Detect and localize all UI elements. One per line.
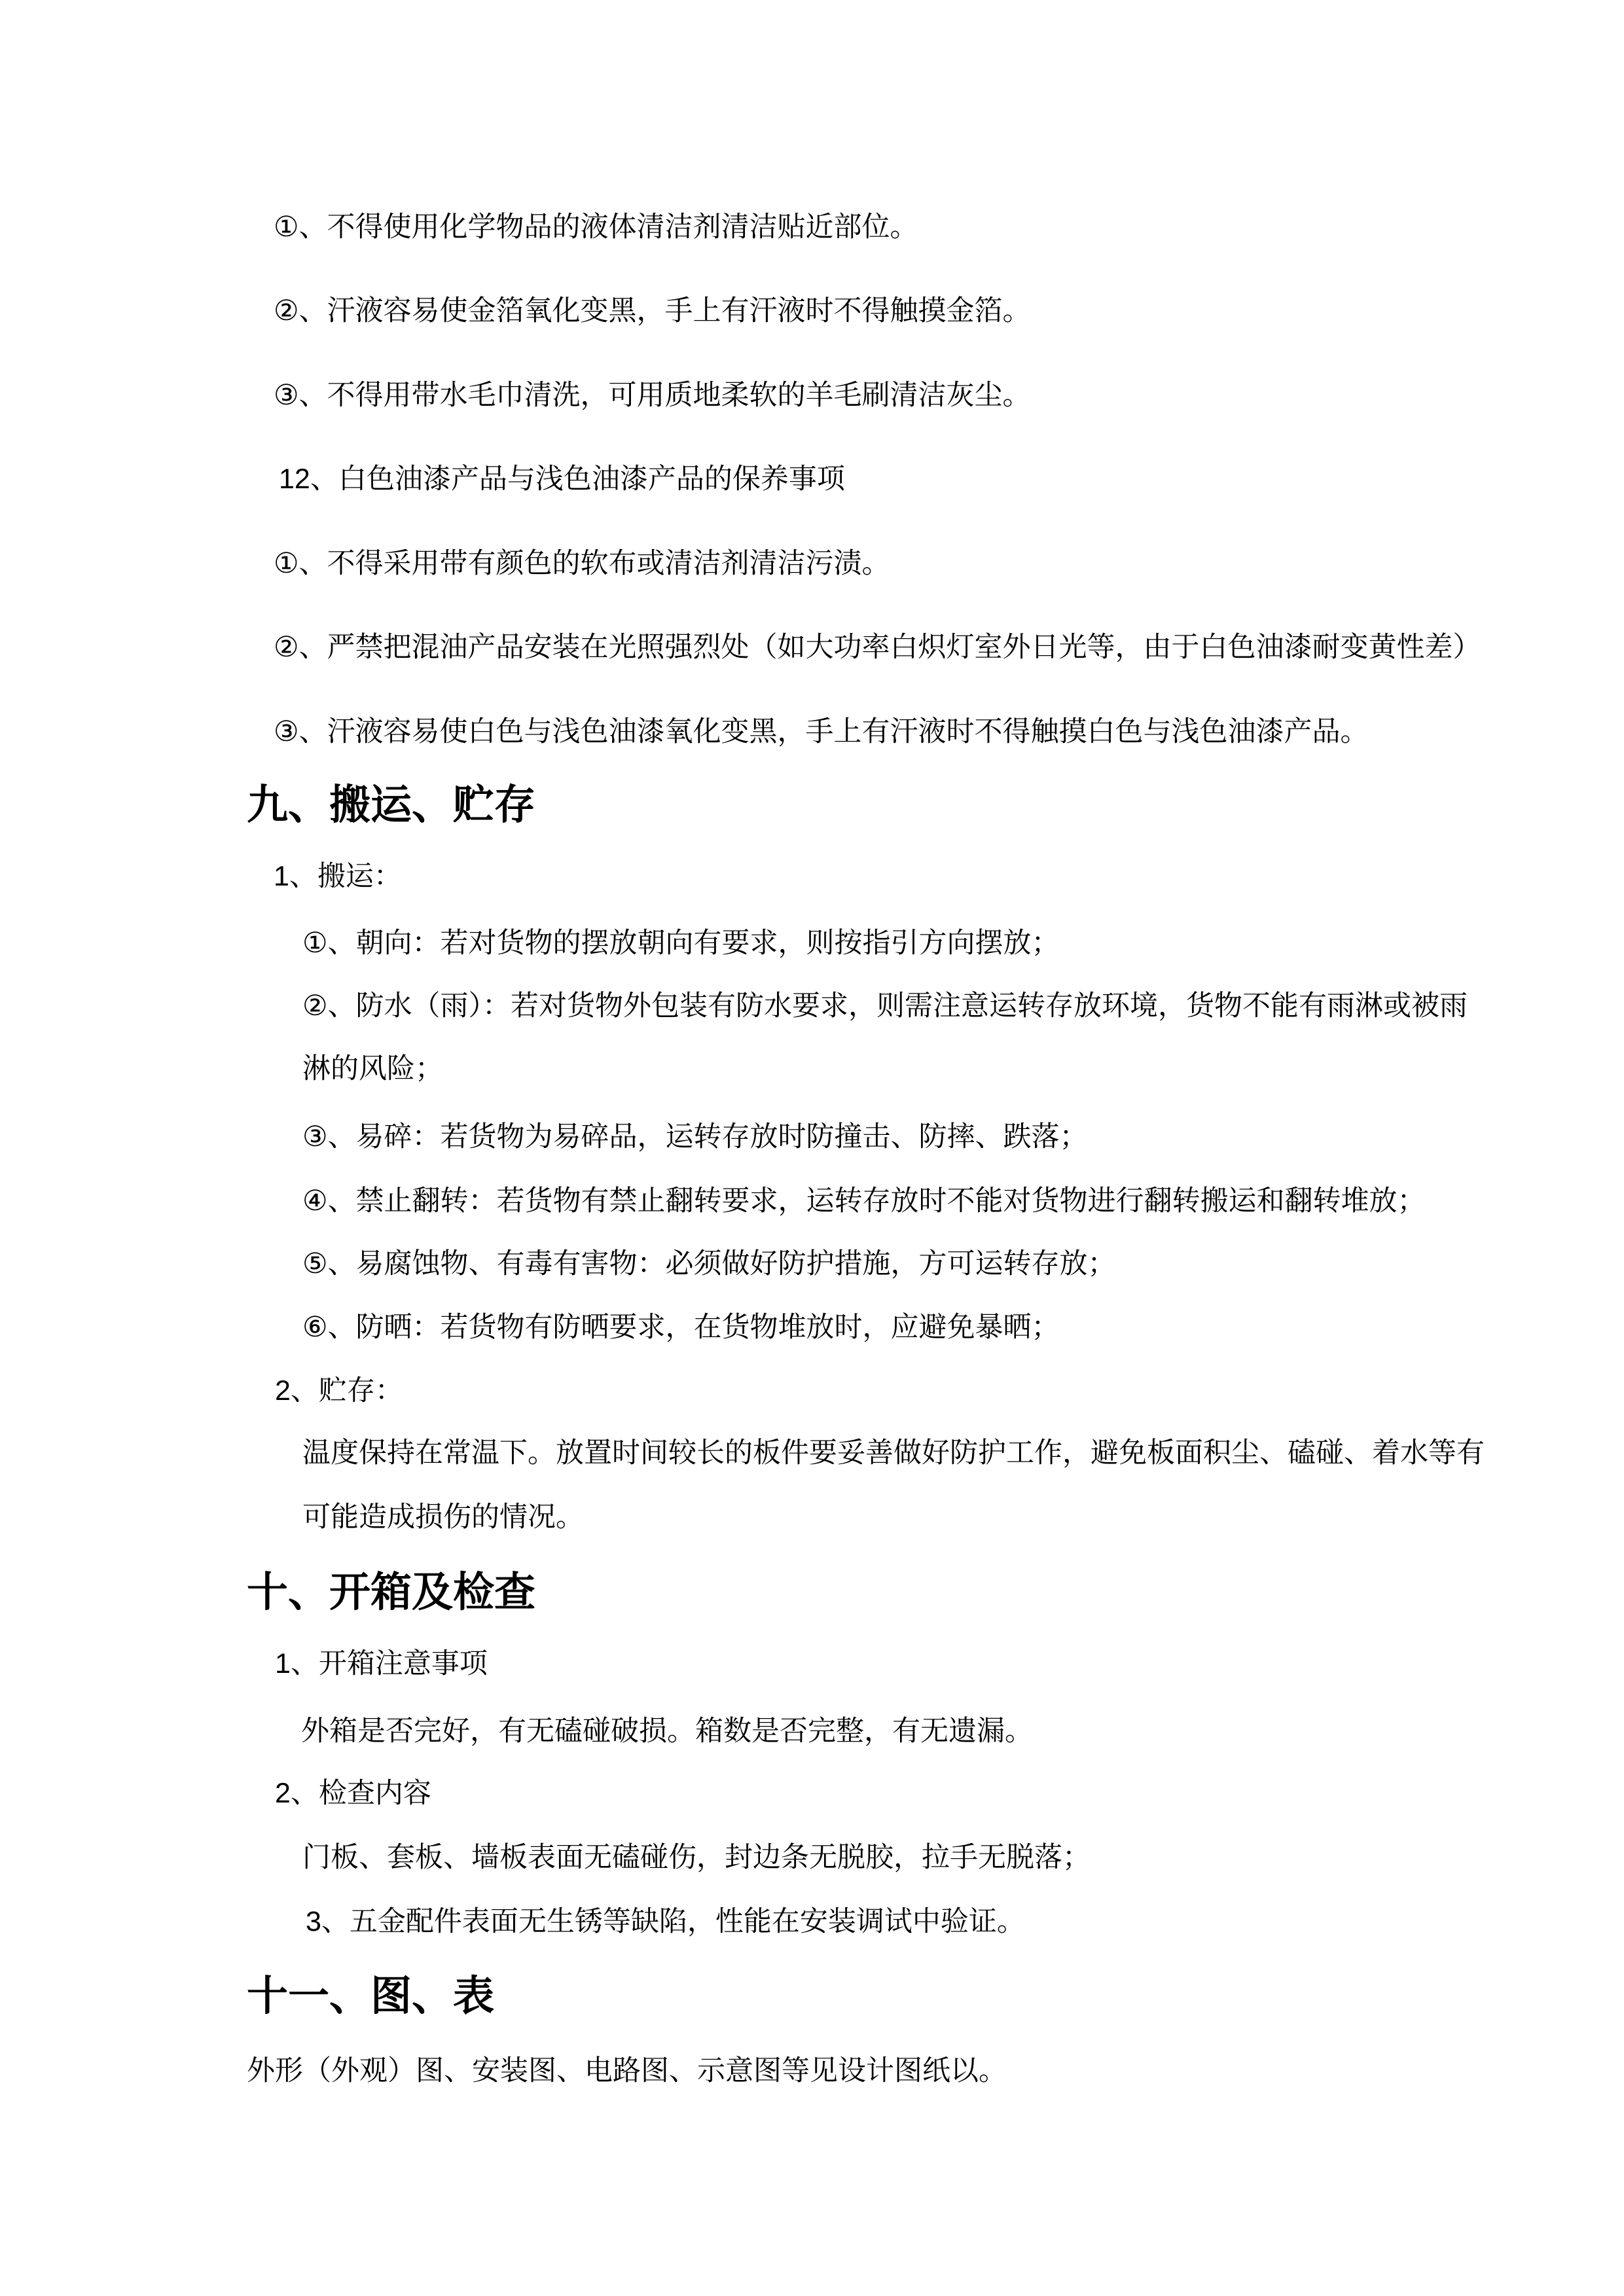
section-heading-10: 十、开箱及检查	[247, 1570, 535, 1615]
section-heading-11: 十一、图、表	[247, 1973, 494, 2019]
paragraph-outer-box-check: 外箱是否完好，有无磕碰破损。箱数是否完整，有无遗漏。	[301, 1715, 1033, 1747]
list-item-corrosive-toxic: ⑤、易腐蚀物、有毒有害物：必须做好防护措施，方可运转存放；	[302, 1248, 1116, 1280]
paragraph-storage-temp-cont: 可能造成损伤的情况。	[302, 1501, 584, 1533]
list-item-no-flip: ④、禁止翻转：若货物有禁止翻转要求，运转存放时不能对货物进行翻转搬运和翻转堆放；	[302, 1185, 1426, 1217]
list-item-2-storage: 2、贮存：	[275, 1375, 403, 1407]
section-heading-9: 九、搬运、贮存	[247, 782, 535, 828]
paragraph-drawings-reference: 外形（外观）图、安装图、电路图、示意图等见设计图纸以。	[247, 2055, 1007, 2087]
paragraph-panel-check: 门板、套板、墙板表面无磕碰伤，封边条无脱胶，拉手无脱落；	[302, 1842, 1091, 1873]
list-item-1-unboxing-notes: 1、开箱注意事项	[275, 1648, 488, 1679]
list-item-2-check-content: 2、检查内容	[275, 1778, 431, 1809]
list-item-gold-foil-sweat: ②、汗液容易使金箔氧化变黑，手上有汗液时不得触摸金箔。	[274, 295, 1031, 327]
list-item-wet-towel: ③、不得用带水毛巾清洗，可用质地柔软的羊毛刷清洁灰尘。	[274, 380, 1031, 411]
list-item-fragile: ③、易碎：若货物为易碎品，运转存放时防撞击、防摔、跌落；	[302, 1121, 1088, 1153]
paragraph-storage-temp: 温度保持在常温下。放置时间较长的板件要妥善做好防护工作，避免板面积尘、磕碰、着水等有	[302, 1437, 1485, 1469]
list-item-waterproof: ②、防水（雨）：若对货物外包装有防水要求，则需注意运转存放环境，货物不能有雨淋或被雨	[302, 990, 1468, 1022]
list-item-sweat-light-paint: ③、汗液容易使白色与浅色油漆氧化变黑，手上有汗液时不得触摸白色与浅色油漆产品。	[274, 716, 1369, 747]
list-item-waterproof-cont: 淋的风险；	[302, 1053, 443, 1085]
list-item-1-handling: 1、搬运：	[274, 861, 402, 892]
list-item-orientation: ①、朝向：若对货物的摆放朝向有要求，则按指引方向摆放；	[302, 927, 1060, 959]
list-item-clean-agents: ①、不得使用化学物品的液体清洁剂清洁贴近部位。	[274, 211, 918, 243]
list-item-strong-light: ②、严禁把混油产品安装在光照强烈处（如大功率白炽灯室外日光等，由于白色油漆耐变黄性差）	[274, 632, 1481, 663]
list-item-sun-protection: ⑥、防晒：若货物有防晒要求，在货物堆放时，应避免暴晒；	[302, 1312, 1060, 1343]
list-item-colored-cloth: ①、不得采用带有颜色的软布或清洁剂清洁污渍。	[274, 548, 890, 579]
list-item-12-white-paint: 12、白色油漆产品与浅色油漆产品的保养事项	[279, 463, 845, 495]
list-item-3-hardware-check: 3、五金配件表面无生锈等缺陷，性能在安装调试中验证。	[306, 1906, 1025, 1937]
